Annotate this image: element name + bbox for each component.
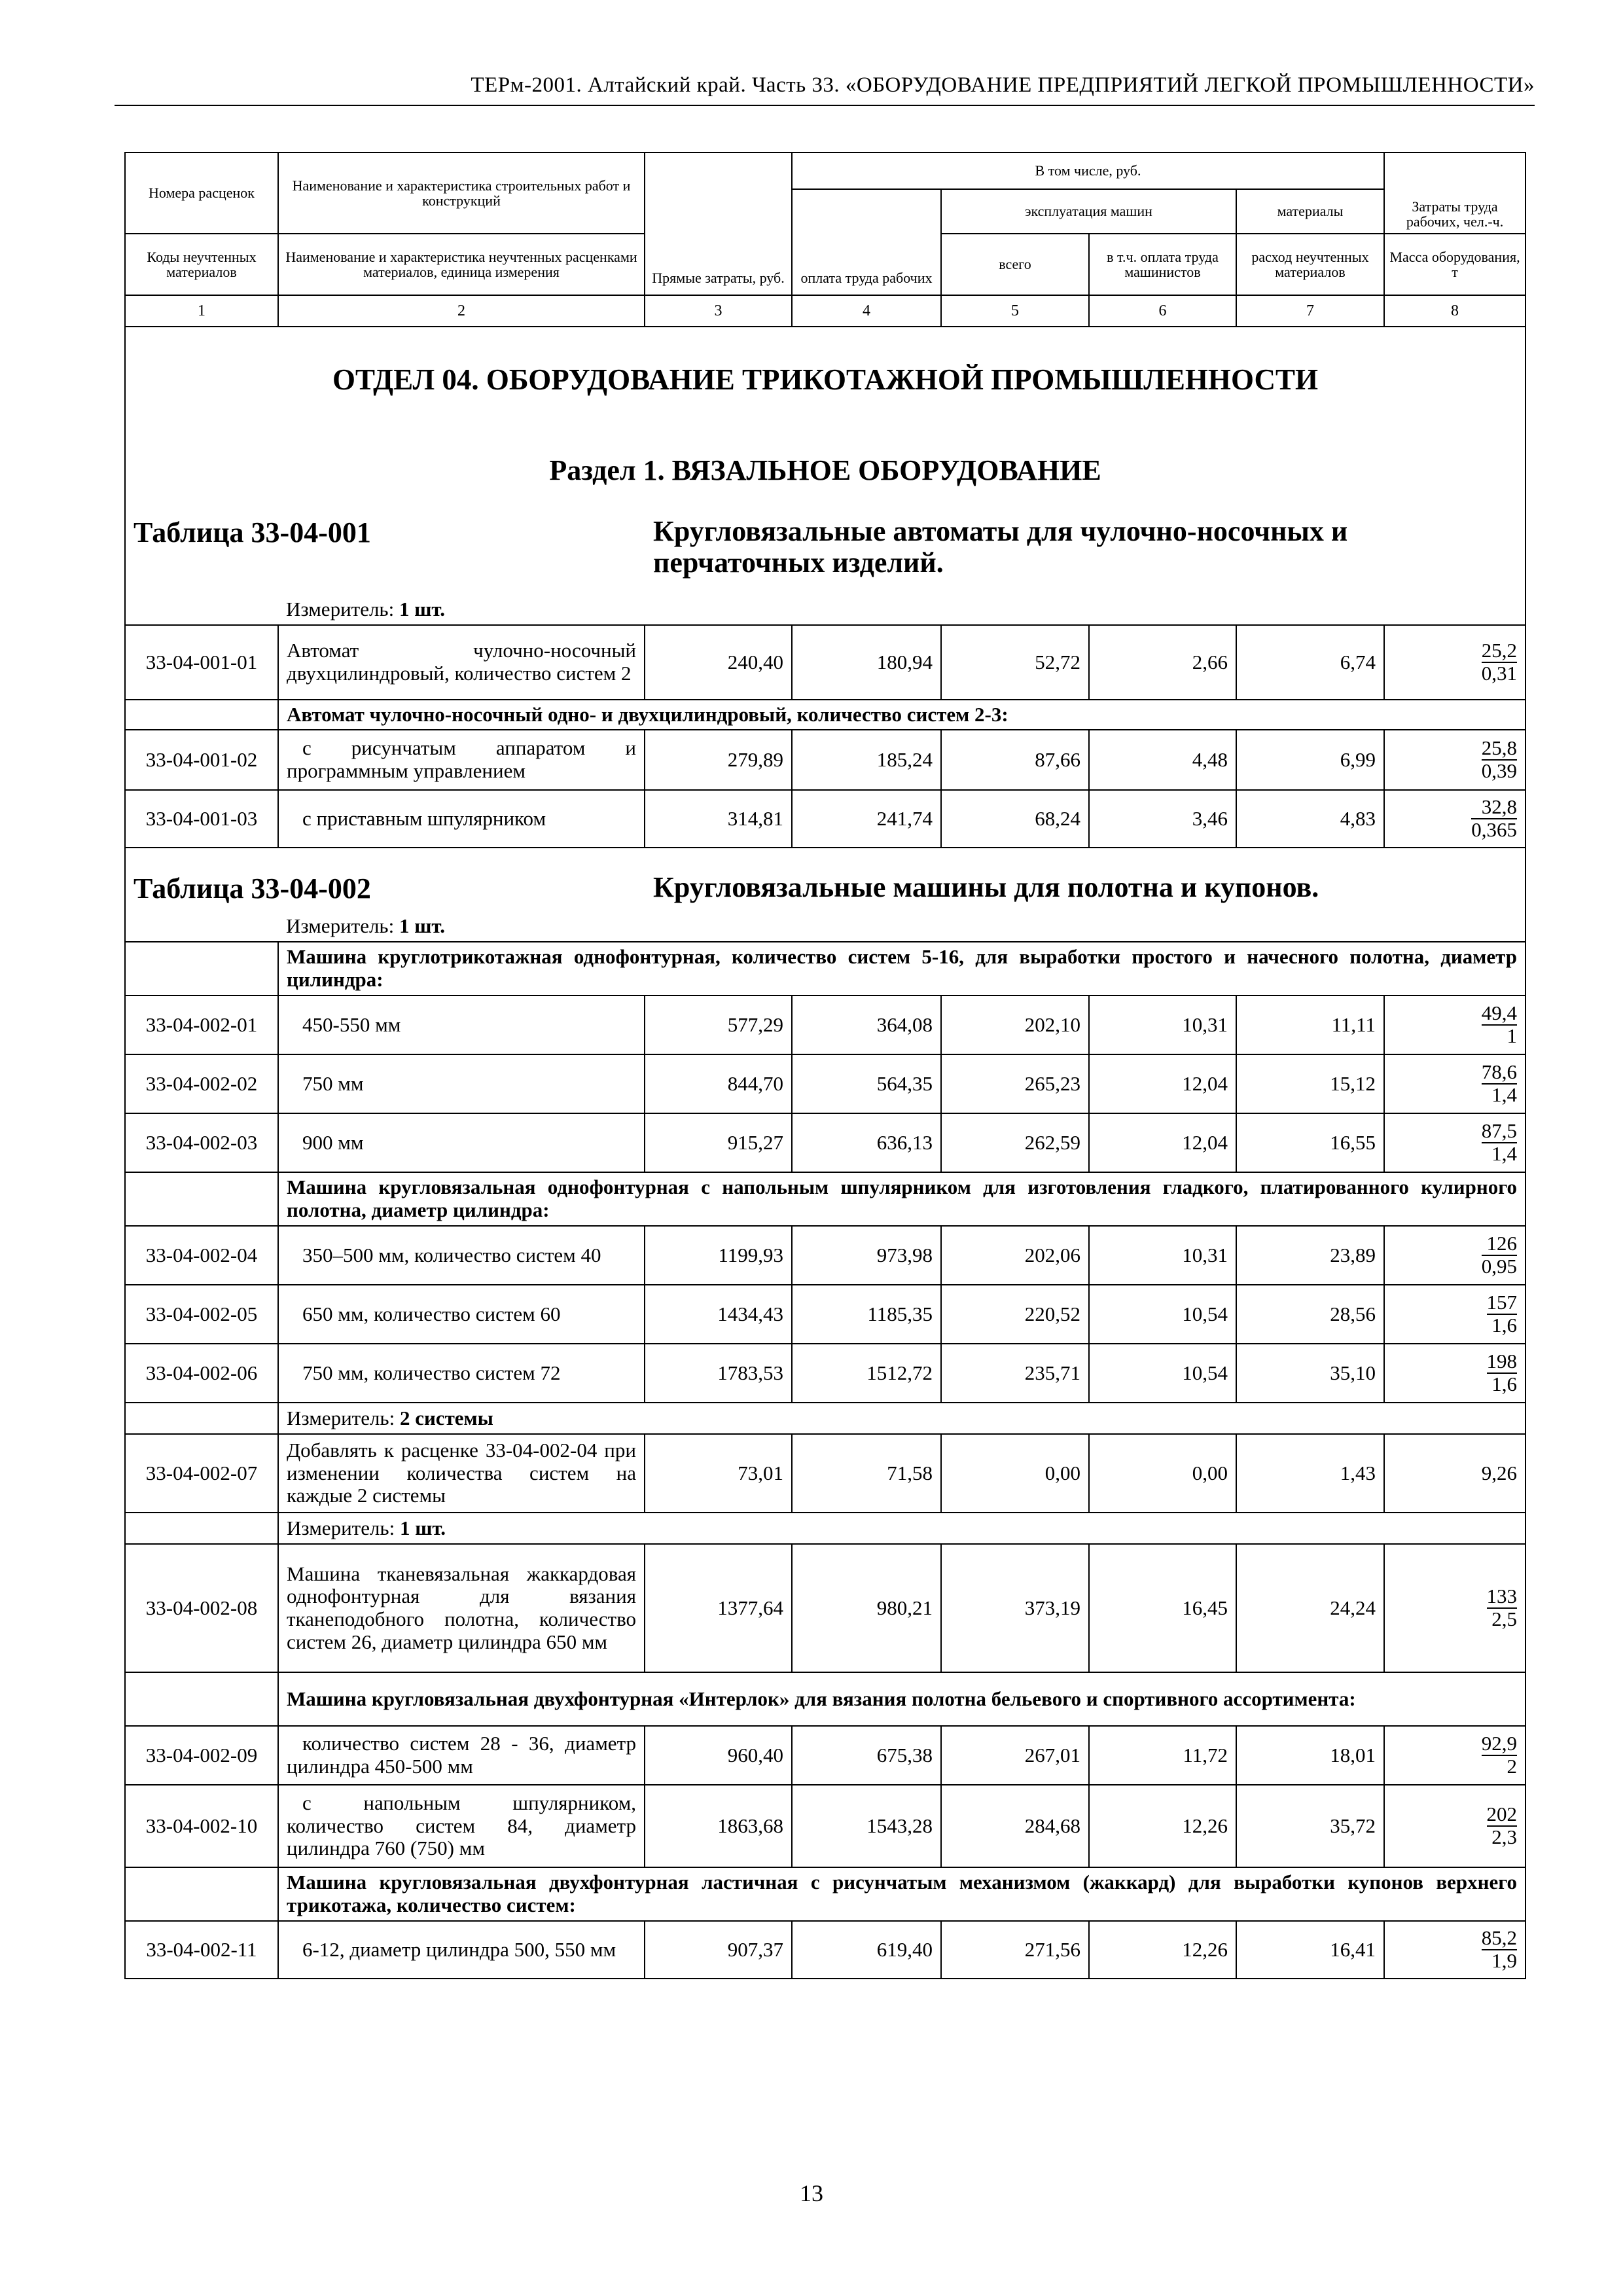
materials-cost: 16,41: [1236, 1921, 1384, 1979]
table-row: [125, 730, 1525, 790]
machinist-labor-cost: 11,72: [1089, 1726, 1236, 1785]
col-header-7: расход неучтенных материалов: [1236, 234, 1384, 295]
table-row: [125, 1113, 1525, 1172]
machinist-labor-cost: 12,26: [1089, 1785, 1236, 1867]
table-title: Кругловязальные машины для полотна и купонов.: [653, 871, 1319, 903]
materials-cost: 1,43: [1236, 1434, 1384, 1513]
col-header-2-top: Наименование и характеристика строительных работ и конструкций: [278, 152, 645, 234]
rate-code: 33-04-002-04: [125, 1226, 278, 1285]
direct-cost: 1434,43: [645, 1285, 792, 1344]
table-title: Кругловязальные автоматы для чулочно-носочных и перчаточных изделий.: [653, 515, 1348, 579]
direct-cost: 1863,68: [645, 1785, 792, 1867]
labor-cost: 1543,28: [792, 1785, 941, 1867]
machinist-labor-cost: 10,54: [1089, 1344, 1236, 1403]
table-row: [125, 996, 1525, 1054]
rate-code: 33-04-001-03: [125, 790, 278, 848]
rate-code: 33-04-002-09: [125, 1726, 278, 1785]
labor-mass-fraction: $\frac{78,6}{1,4}$: [1384, 1054, 1525, 1113]
machinist-labor-cost: 16,45: [1089, 1544, 1236, 1672]
rate-code: 33-04-001-01: [125, 625, 278, 700]
measure-unit: Измеритель: 1 шт.: [278, 594, 1525, 625]
col-number: 4: [792, 295, 941, 327]
rate-code: 33-04-001-02: [125, 730, 278, 790]
materials-cost: 23,89: [1236, 1226, 1384, 1285]
table-heading: [126, 516, 1525, 581]
table-row: [125, 625, 1525, 700]
department-heading: ОТДЕЛ 04. ОБОРУДОВАНИЕ ТРИКОТАЖНОЙ ПРОМЫШЛЕННОСТИ: [125, 327, 1525, 399]
labor-hours: 9,26: [1384, 1434, 1525, 1513]
direct-cost: 1377,64: [645, 1544, 792, 1672]
rate-code: 33-04-002-11: [125, 1921, 278, 1979]
direct-cost: 1783,53: [645, 1344, 792, 1403]
labor-cost: 564,35: [792, 1054, 941, 1113]
table-row: [125, 1785, 1525, 1867]
labor-mass-fraction: $\frac{198}{1,6}$: [1384, 1344, 1525, 1403]
col-number: 7: [1236, 295, 1384, 327]
labor-cost: 980,21: [792, 1544, 941, 1672]
labor-mass-fraction: $\frac{85,2}{1,9}$: [1384, 1921, 1525, 1979]
group-heading: Автомат чулочно-носочный одно- и двухцилиндровый, количество систем 2-3:: [278, 700, 1525, 730]
machine-cost: 0,00: [941, 1434, 1089, 1513]
rate-code: 33-04-002-01: [125, 996, 278, 1054]
col-header-machines: эксплуатация машин: [941, 189, 1236, 234]
rate-description: 350–500 мм, количество систем 40: [278, 1226, 645, 1285]
materials-cost: 6,74: [1236, 625, 1384, 700]
col-number: 6: [1089, 295, 1236, 327]
rate-code: 33-04-002-05: [125, 1285, 278, 1344]
materials-cost: 35,10: [1236, 1344, 1384, 1403]
labor-cost: 71,58: [792, 1434, 941, 1513]
col-header-3: Прямые затраты, руб.: [645, 152, 792, 295]
labor-cost: 180,94: [792, 625, 941, 700]
table-heading: [126, 872, 1525, 908]
labor-mass-fraction: $\frac{87,5}{1,4}$: [1384, 1113, 1525, 1172]
labor-mass-fraction: $\frac{133}{2,5}$: [1384, 1544, 1525, 1672]
labor-mass-fraction: $\frac{157}{1,6}$: [1384, 1285, 1525, 1344]
col-header-1-top: Номера расценок: [125, 152, 278, 234]
rate-description: с рисунчатым аппаратом и программным управлением: [278, 730, 645, 790]
labor-mass-fraction: $\frac{202}{2,3}$: [1384, 1785, 1525, 1867]
direct-cost: 915,27: [645, 1113, 792, 1172]
materials-cost: 35,72: [1236, 1785, 1384, 1867]
machine-cost: 220,52: [941, 1285, 1089, 1344]
machinist-labor-cost: 10,31: [1089, 996, 1236, 1054]
labor-mass-fraction: $\frac{25,2}{0,31}$: [1384, 625, 1525, 700]
table-row: [125, 1285, 1525, 1344]
materials-cost: 18,01: [1236, 1726, 1384, 1785]
direct-cost: 73,01: [645, 1434, 792, 1513]
machinist-labor-cost: 2,66: [1089, 625, 1236, 700]
materials-cost: 11,11: [1236, 996, 1384, 1054]
col-header-5: всего: [941, 234, 1089, 295]
table-row: [125, 1226, 1525, 1285]
direct-cost: 240,40: [645, 625, 792, 700]
header-rule: [115, 105, 1535, 106]
col-header-including: В том числе, руб.: [792, 152, 1384, 189]
rate-description: с напольным шпулярником, количество систем 84, диаметр цилиндра 760 (750) мм: [278, 1785, 645, 1867]
rate-description: 900 мм: [278, 1113, 645, 1172]
table-row: [125, 1344, 1525, 1403]
table-name: Таблица 33-04-002: [134, 872, 371, 905]
machine-cost: 202,10: [941, 996, 1089, 1054]
labor-cost: 675,38: [792, 1726, 941, 1785]
direct-cost: 1199,93: [645, 1226, 792, 1285]
measure-unit: Измеритель: 1 шт.: [278, 1513, 1525, 1544]
col-number: 1: [125, 295, 278, 327]
col-number: 2: [278, 295, 645, 327]
rate-description: Добавлять к расценке 33-04-002-04 при изменении количества систем на каждые 2 системы: [278, 1434, 645, 1513]
rate-description: количество систем 28 - 36, диаметр цилиндра 450-500 мм: [278, 1726, 645, 1785]
machinist-labor-cost: 0,00: [1089, 1434, 1236, 1513]
table-row: [125, 1054, 1525, 1113]
labor-cost: 973,98: [792, 1226, 941, 1285]
rate-code: 33-04-002-03: [125, 1113, 278, 1172]
price-table-wrapper: [124, 152, 1525, 1979]
rate-code: 33-04-002-02: [125, 1054, 278, 1113]
materials-cost: 4,83: [1236, 790, 1384, 848]
materials-cost: 28,56: [1236, 1285, 1384, 1344]
col-header-1-bottom: Коды неучтенных материалов: [125, 234, 278, 295]
labor-mass-fraction: $\frac{92,9}{2}$: [1384, 1726, 1525, 1785]
labor-mass-fraction: $\frac{25,8}{0,39}$: [1384, 730, 1525, 790]
rate-description: 450-550 мм: [278, 996, 645, 1054]
rate-description: 750 мм, количество систем 72: [278, 1344, 645, 1403]
rate-description: 650 мм, количество систем 60: [278, 1285, 645, 1344]
col-number: 8: [1384, 295, 1525, 327]
machine-cost: 373,19: [941, 1544, 1089, 1672]
rate-description: с приставным шпулярником: [278, 790, 645, 848]
machine-cost: 52,72: [941, 625, 1089, 700]
measure-unit: Измеритель: 2 системы: [278, 1403, 1525, 1434]
section-heading: Раздел 1. ВЯЗАЛЬНОЕ ОБОРУДОВАНИЕ: [125, 399, 1525, 490]
col-header-8-bottom: Масса оборудования, т: [1384, 234, 1525, 295]
price-table: [124, 152, 1526, 1979]
direct-cost: 314,81: [645, 790, 792, 848]
col-header-4: оплата труда рабочих: [792, 189, 941, 295]
machine-cost: 265,23: [941, 1054, 1089, 1113]
machine-cost: 68,24: [941, 790, 1089, 848]
direct-cost: 907,37: [645, 1921, 792, 1979]
page-number: 13: [800, 2180, 823, 2206]
labor-cost: 364,08: [792, 996, 941, 1054]
labor-mass-fraction: $\frac{32,8}{0,365}$: [1384, 790, 1525, 848]
table-row: [125, 1921, 1525, 1979]
col-number: 3: [645, 295, 792, 327]
labor-cost: 636,13: [792, 1113, 941, 1172]
machine-cost: 87,66: [941, 730, 1089, 790]
col-number: 5: [941, 295, 1089, 327]
labor-cost: 619,40: [792, 1921, 941, 1979]
labor-mass-fraction: $\frac{126}{0,95}$: [1384, 1226, 1525, 1285]
machinist-labor-cost: 12,04: [1089, 1054, 1236, 1113]
rate-description: Машина тканевязальная жаккардовая однофонтурная для вязания тканеподобного полотна, количество систем 26, диаметр цилиндра 650 мм: [278, 1544, 645, 1672]
table-row: [125, 1544, 1525, 1672]
group-heading: Машина круглотрикотажная однофонтурная, количество систем 5-16, для выработки простого и начесного полотна, диаметр цилиндра:: [278, 942, 1525, 996]
measure-unit: Измеритель: 1 шт.: [278, 911, 1525, 942]
col-header-2-bottom: Наименование и характеристика неучтенных расценками материалов, единица измерения: [278, 234, 645, 295]
rate-description: 750 мм: [278, 1054, 645, 1113]
machinist-labor-cost: 10,54: [1089, 1285, 1236, 1344]
labor-cost: 241,74: [792, 790, 941, 848]
col-header-6: в т.ч. оплата труда машинистов: [1089, 234, 1236, 295]
group-heading: Машина кругловязальная двухфонтурная ластичная с рисунчатым механизмом (жаккард) для выработки купонов верхнего трикотажа, количество систем:: [278, 1867, 1525, 1921]
labor-mass-fraction: $\frac{49,4}{1}$: [1384, 996, 1525, 1054]
rate-code: 33-04-002-08: [125, 1544, 278, 1672]
machine-cost: 202,06: [941, 1226, 1089, 1285]
col-header-materials: материалы: [1236, 189, 1384, 234]
running-header: ТЕРм-2001. Алтайский край. Часть 33. «ОБОРУДОВАНИЕ ПРЕДПРИЯТИЙ ЛЕГКОЙ ПРОМЫШЛЕННОСТИ»: [471, 73, 1535, 97]
group-heading: Машина кругловязальная двухфонтурная «Интерлок» для вязания полотна бельевого и спортивного ассортимента:: [278, 1672, 1525, 1726]
machinist-labor-cost: 12,26: [1089, 1921, 1236, 1979]
labor-cost: 1185,35: [792, 1285, 941, 1344]
col-header-8-top: Затраты труда рабочих, чел.-ч.: [1384, 152, 1525, 234]
table-row: [125, 790, 1525, 848]
rate-code: 33-04-002-06: [125, 1344, 278, 1403]
machinist-labor-cost: 10,31: [1089, 1226, 1236, 1285]
materials-cost: 15,12: [1236, 1054, 1384, 1113]
table-name: Таблица 33-04-001: [134, 516, 371, 548]
materials-cost: 16,55: [1236, 1113, 1384, 1172]
machine-cost: 267,01: [941, 1726, 1089, 1785]
direct-cost: 844,70: [645, 1054, 792, 1113]
direct-cost: 960,40: [645, 1726, 792, 1785]
table-row: [125, 1726, 1525, 1785]
machine-cost: 271,56: [941, 1921, 1089, 1979]
group-heading: Машина кругловязальная однофонтурная с напольным шпулярником для изготовления гладкого, платированного кулирного полотна, диаметр цилиндра:: [278, 1172, 1525, 1226]
table-row: [125, 1434, 1525, 1513]
machine-cost: 262,59: [941, 1113, 1089, 1172]
machine-cost: 284,68: [941, 1785, 1089, 1867]
labor-cost: 185,24: [792, 730, 941, 790]
rate-code: 33-04-002-10: [125, 1785, 278, 1867]
labor-cost: 1512,72: [792, 1344, 941, 1403]
machinist-labor-cost: 4,48: [1089, 730, 1236, 790]
machinist-labor-cost: 12,04: [1089, 1113, 1236, 1172]
direct-cost: 279,89: [645, 730, 792, 790]
rate-description: Автомат чулочно-носочный двухцилиндровый, количество систем 2: [278, 625, 645, 700]
rate-code: 33-04-002-07: [125, 1434, 278, 1513]
machine-cost: 235,71: [941, 1344, 1089, 1403]
rate-description: 6-12, диаметр цилиндра 500, 550 мм: [278, 1921, 645, 1979]
machinist-labor-cost: 3,46: [1089, 790, 1236, 848]
direct-cost: 577,29: [645, 996, 792, 1054]
materials-cost: 6,99: [1236, 730, 1384, 790]
materials-cost: 24,24: [1236, 1544, 1384, 1672]
